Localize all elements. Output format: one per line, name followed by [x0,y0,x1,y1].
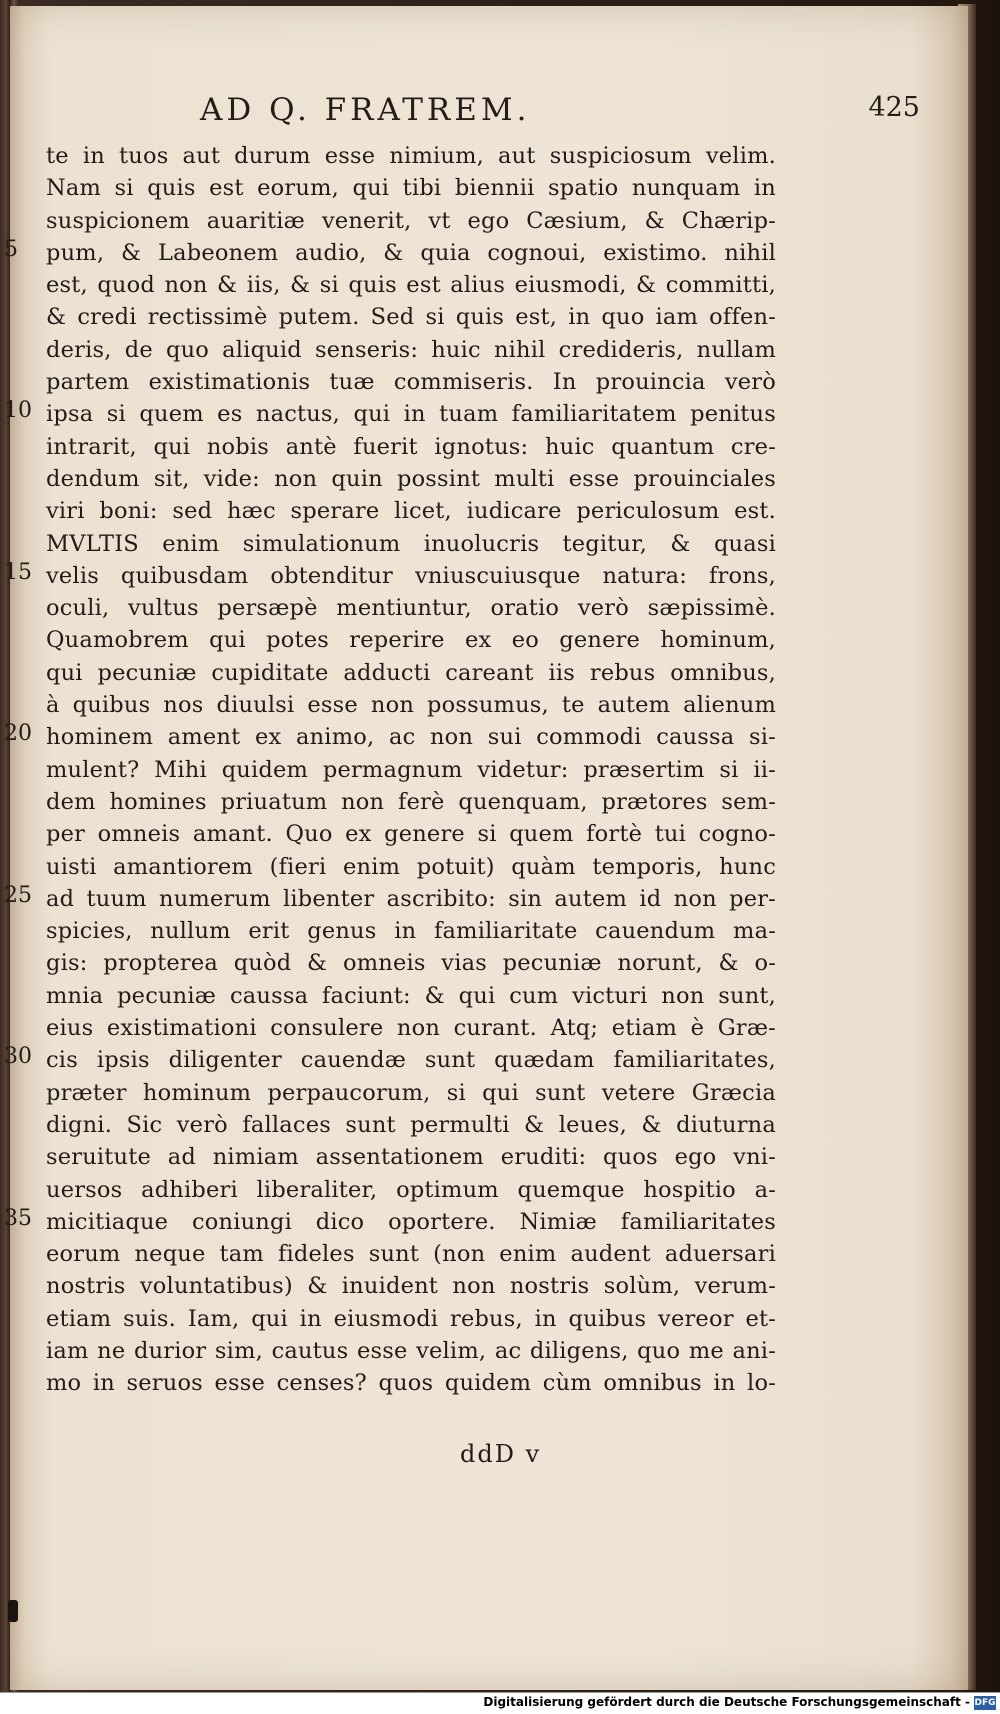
margin-mark [8,1600,18,1622]
text-line: viri boni: sed hæc sperare licet, iudicare periculosum est. [46,498,776,525]
running-header [200,92,920,136]
text-line: etiam suis. Iam, qui in eiusmodi rebus, in quibus vereor et- [46,1305,776,1332]
text-line: deris, de quo aliquid senseris: huic nihil credideris, nullam [46,336,776,363]
text-line: eorum neque tam fideles sunt (non enim audent aduersari [46,1241,776,1268]
body-text [46,140,776,1400]
folio-number: 425 [868,92,920,123]
text-line: à quibus nos diuulsi esse non possumus, te autem alienum [46,692,776,719]
text-line: Nam si quis est eorum, qui tibi biennii spatio nunquam in [46,175,776,202]
text-line: gis: propterea quòd & omneis vias pecuniæ norunt, & o- [46,950,776,977]
text-line: spicies, nullum erit genus in familiaritate cauendum ma- [46,918,776,945]
line-number: 25 [4,883,32,908]
text-line: eius existimationi consulere non curant. Atq; etiam è Græ- [46,1015,776,1042]
text-line: mulent? Mihi quidem permagnum videtur: præsertim si ii- [46,756,776,783]
text-line: seruitute ad nimiam assentationem eruditi: quos ego vni- [46,1144,776,1171]
signature-mark: ddD v [460,1440,542,1468]
text-line: velis quibusdam obtenditur vniuscuiusque natura: frons, [46,562,776,589]
text-line: MVLTIS enim simulationum inuolucris tegitur, & quasi [46,530,776,557]
text-line: præter hominum perpaucorum, si qui sunt vetere Græcia [46,1079,776,1106]
text-line: uersos adhiberi liberaliter, optimum quemque hospitio a- [46,1176,776,1203]
line-number: 30 [4,1044,32,1069]
text-line: oculi, vultus persæpè mentiuntur, oratio verò sæpissimè. [46,595,776,622]
text-line: nostris voluntatibus) & inuident non nostris solùm, verum- [46,1273,776,1300]
text-line: mnia pecuniæ caussa faciunt: & qui cum victuri non sunt, [46,982,776,1009]
line-number: 10 [4,398,32,423]
line-number: 35 [4,1206,32,1231]
text-line: cis ipsis diligenter cauendæ sunt quædam familiaritates, [46,1047,776,1074]
text-line: per omneis amant. Quo ex genere si quem fortè tui cogno- [46,821,776,848]
text-line: digni. Sic verò fallaces sunt permulti & leues, & diuturna [46,1111,776,1138]
text-line: mo in seruos esse censes? quos quidem cùm omnibus in lo- [46,1370,776,1397]
dfg-logo: DFG [974,1698,996,1708]
text-line: est, quod non & iis, & si quis est alius eiusmodi, & committi, [46,272,776,299]
text-line: ipsa si quem es nactus, qui in tuam familiaritatem penitus [46,401,776,428]
text-line: uisti amantiorem (fieri enim potuit) quàm temporis, hunc [46,853,776,880]
text-line: dendum sit, vide: non quin possint multi esse prouinciales [46,465,776,492]
line-number: 5 [4,237,18,262]
line-number: 20 [4,721,32,746]
text-line: Quamobrem qui potes reperire ex eo genere hominum, [46,627,776,654]
footer-bar [0,1692,1000,1714]
text-line: te in tuos aut durum esse nimium, aut suspiciosum velim. [46,143,776,169]
text-line: micitiaque coniungi dico oportere. Nimiæ familiaritates [46,1208,776,1235]
text-line: suspicionem auaritiæ venerit, vt ego Cæsium, & Chærip- [46,207,776,234]
text-line: pum, & Labeonem audio, & quia cognoui, existimo. nihil [46,239,776,266]
text-line: & credi rectissimè putem. Sed si quis est, in quo iam offen- [46,304,776,331]
text-line: hominem ament ex animo, ac non sui commodi caussa si- [46,724,776,751]
text-line: partem existimationis tuæ commiseris. In prouincia verò [46,369,776,396]
text-line: iam ne durior sim, cautus esse velim, ac diligens, quo me ani- [46,1337,776,1364]
text-line: qui pecuniæ cupiditate adducti careant iis rebus omnibus, [46,659,776,686]
text-line: intrarit, qui nobis antè fuerit ignotus: huic quantum cre- [46,433,776,460]
text-line: ad tuum numerum libenter ascribito: sin autem id non per- [46,885,776,912]
running-head: AD Q. FRATREM. [200,92,531,128]
text-line: dem homines priuatum non ferè quenquam, prætores sem- [46,788,776,815]
funding-credit: Digitalisierung gefördert durch die Deutsche Forschungsgemeinschaft - [483,1695,970,1709]
line-number: 15 [4,560,32,585]
